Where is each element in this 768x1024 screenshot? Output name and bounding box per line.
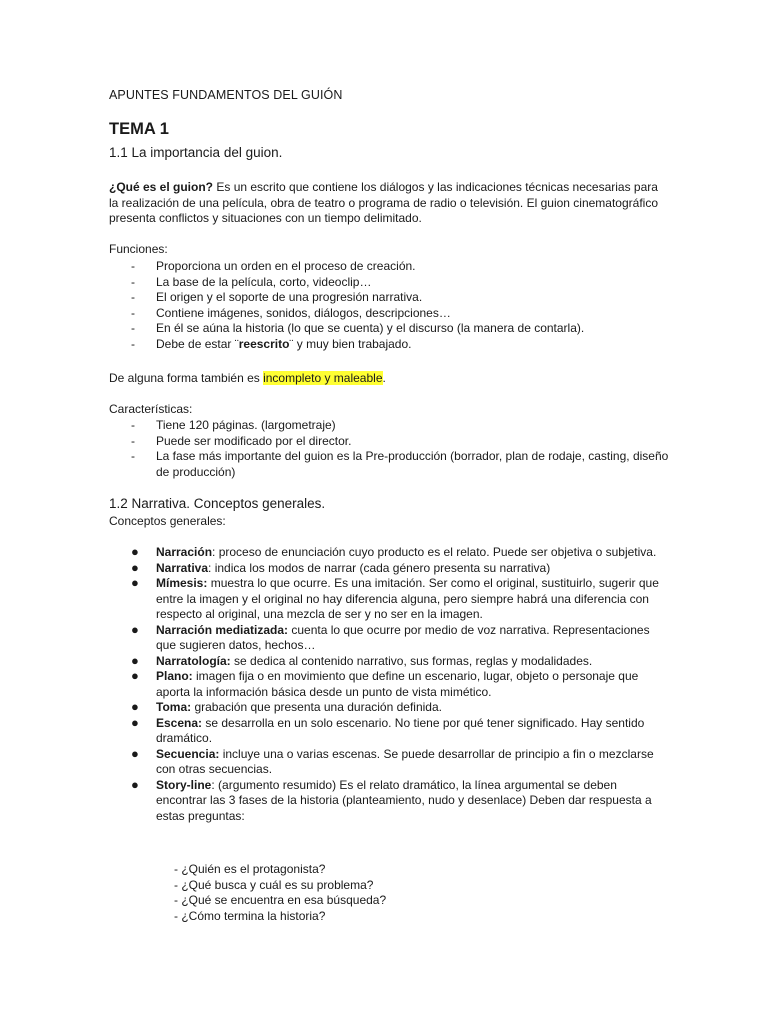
list-item: - ¿Qué busca y cuál es su problema? — [174, 877, 374, 892]
list-item: - En él se aúna la historia (lo que se cuenta) y el discurso (la manera de contarla). — [131, 321, 585, 335]
questions-list — [109, 862, 734, 924]
list-item: ● Escena: se desarrolla en un solo escenario. No tiene por qué tener significado. Hay sentido dramático. — [131, 714, 645, 745]
document-title: APUNTES FUNDAMENTOS DEL GUIÓN — [109, 88, 343, 102]
highlighted-text: incompleto y maleable — [263, 371, 383, 385]
list-item: ● Narración: proceso de enunciación cuyo producto es el relato. Puede ser objetiva o subjetiva. — [131, 544, 657, 559]
caracteristicas-label: Características: — [109, 402, 193, 416]
list-item: ● Story-line: (argumento resumido) Es el relato dramático, la línea argumental se deben encontrar las 3 fases de la historia (planteamiento, nudo y desenlace) Deben dar respuesta a estas preguntas: — [131, 776, 652, 823]
list-item: ● Narrativa: indica los modos de narrar (cada género presenta su narrativa) — [131, 559, 551, 575]
caracteristicas-list — [109, 418, 669, 480]
list-item: - La fase más importante del guion es la Pre-producción (borrador, plan de rodaje, casting, diseño de producción) — [131, 449, 669, 479]
funciones-label: Funciones: — [109, 242, 168, 256]
tema-heading: TEMA 1 — [109, 120, 169, 138]
intro-paragraph — [109, 180, 669, 227]
list-item: - Puede ser modificado por el director. — [131, 433, 352, 448]
list-item: ● Secuencia: incluye una o varias escenas. Se puede desarrollar de principio a fin o mezclarse con otras secuencias. — [131, 745, 654, 776]
intro-text: Es un escrito que contiene los diálogos y las indicaciones técnicas necesarias para la realización de una película, obra de teatro o programa de radio o televisión. El guion cinematográfico presenta conflictos y situaciones con un tiempo delimitado. — [109, 180, 658, 225]
list-item: - Contiene imágenes, sonidos, diálogos, descripciones… — [131, 305, 451, 320]
list-item: - El origen y el soporte de una progresión narrativa. — [131, 290, 423, 304]
list-item: - Debe de estar ¨reescrito¨ y muy bien trabajado. — [131, 336, 412, 351]
concepts-list — [109, 545, 669, 824]
list-item: ● Narración mediatizada: cuenta lo que ocurre por medio de voz narrativa. Representaciones que sugieren datos, hechos… — [131, 621, 650, 652]
conceptos-sub: Conceptos generales: — [109, 514, 226, 528]
list-item: ● Mímesis: muestra lo que ocurre. Es una imitación. Ser como el original, sustituirlo, sugerir que entre la imagen y el original no hay diferencia alguna, pero siempre habrá una diferencia con respecto al original, una mezcla de ser y no ser en la imagen. — [131, 575, 659, 621]
list-item: - La base de la película, corto, videoclip… — [131, 274, 372, 289]
list-item: ● Toma: grabación que presenta una duración definida. — [131, 699, 442, 714]
section-2-heading: 1.2 Narrativa. Conceptos generales. — [109, 496, 326, 511]
list-item: - Tiene 120 páginas. (largometraje) — [131, 418, 336, 432]
list-item: - Proporciona un orden en el proceso de creación. — [131, 259, 416, 273]
forma-paragraph: De alguna forma también es incompleto y maleable. — [109, 371, 386, 385]
list-item: ● Plano: imagen fija o en movimiento que define un escenario, lugar, objeto o personaje que aporta la información básica desde un punto de vista mimético. — [131, 668, 639, 699]
list-item: - ¿Cómo termina la historia? — [174, 908, 326, 923]
intro-question: ¿Qué es el guion? — [109, 180, 214, 194]
list-item: - ¿Quién es el protagonista? — [174, 862, 326, 876]
funciones-list — [109, 259, 669, 352]
list-item: - ¿Qué se encuentra en esa búsqueda? — [174, 893, 387, 907]
list-item: ● Narratología: se dedica al contenido narrativo, sus formas, reglas y modalidades. — [131, 652, 593, 668]
section-1-heading: 1.1 La importancia del guion. — [109, 145, 283, 160]
